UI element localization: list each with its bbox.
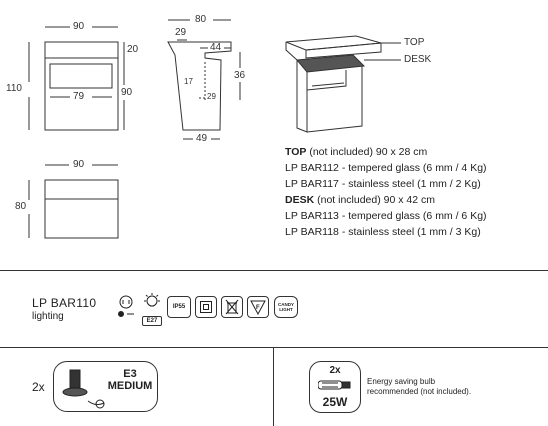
side-inner-depth-label: 29 bbox=[207, 92, 216, 101]
side-view-outline bbox=[168, 42, 231, 130]
bulb-type bbox=[106, 368, 154, 392]
desk-spec-note: (not included) 90 x 42 cm bbox=[317, 194, 436, 206]
side-shelf-label: 44 bbox=[210, 42, 222, 53]
product-code: LP BAR110 bbox=[32, 296, 97, 310]
svg-text:F: F bbox=[256, 305, 260, 311]
ip55-label: IP55 bbox=[172, 304, 186, 310]
weee-bin-icon bbox=[221, 296, 243, 318]
energy-note-line1: Energy saving bulb bbox=[367, 377, 436, 386]
top-spec-heading: TOP bbox=[285, 146, 307, 158]
top-spec-item: LP BAR112 - tempered glass (6 mm / 4 Kg) bbox=[285, 162, 487, 174]
top-spec-note: (not included) 90 x 28 cm bbox=[309, 146, 428, 158]
top-spec-item: LP BAR117 - stainless steel (1 mm / 2 Kg) bbox=[285, 178, 481, 190]
side-top-depth-label: 29 bbox=[175, 27, 187, 38]
plan-view-body bbox=[45, 180, 118, 238]
left-bulb-box bbox=[53, 361, 158, 412]
ip55-icon bbox=[167, 296, 191, 318]
left-bulb-qty: 2x bbox=[32, 380, 45, 394]
energy-note-line2: recommended (not included). bbox=[367, 387, 472, 396]
plan-depth-label: 80 bbox=[15, 201, 27, 212]
side-inner-small-label: 17 bbox=[184, 77, 193, 86]
energy-saving-bulb-icon bbox=[318, 378, 354, 392]
front-top-height-label: 20 bbox=[127, 44, 139, 55]
bulb-type-line2: MEDIUM bbox=[107, 380, 153, 392]
front-width-label: 90 bbox=[73, 21, 85, 32]
divider-top bbox=[0, 270, 548, 271]
e27-bulb-icon bbox=[142, 293, 162, 323]
front-inner-width-label: 79 bbox=[73, 91, 85, 102]
e27-label: E27 bbox=[142, 316, 162, 326]
e27-socket-icon bbox=[58, 366, 110, 412]
divider-vertical bbox=[273, 348, 274, 426]
divider-middle bbox=[0, 347, 548, 348]
plan-width-label: 90 bbox=[73, 159, 85, 170]
f-mark-icon bbox=[247, 296, 269, 318]
side-shelf-drop-label: 36 bbox=[234, 70, 246, 81]
double-insulation-icon bbox=[195, 296, 217, 318]
desk-spec-item: LP BAR113 - tempered glass (6 mm / 6 Kg) bbox=[285, 210, 487, 222]
desk-callout-label: DESK bbox=[404, 54, 432, 65]
front-view-window bbox=[50, 64, 112, 88]
candy-light-icon bbox=[274, 296, 298, 318]
outdoor-socket-icon bbox=[114, 294, 138, 320]
top-spec-line bbox=[285, 144, 487, 160]
right-bulb-qty: 2x bbox=[329, 365, 341, 376]
bulb-type-line1: E3 bbox=[123, 368, 137, 380]
specs-block bbox=[285, 144, 487, 240]
product-subtitle: lighting bbox=[32, 311, 64, 322]
side-base-label: 49 bbox=[196, 133, 208, 144]
energy-note bbox=[367, 377, 471, 397]
front-inner-height-label: 90 bbox=[121, 87, 133, 98]
desk-spec-heading: DESK bbox=[285, 194, 315, 206]
right-bulb-box bbox=[309, 361, 361, 413]
side-top-width-label: 80 bbox=[195, 14, 207, 25]
front-total-height-label: 110 bbox=[6, 83, 22, 94]
top-callout-label: TOP bbox=[404, 37, 425, 48]
desk-spec-line bbox=[285, 192, 487, 208]
desk-spec-item: LP BAR118 - stainless steel (1 mm / 3 Kg) bbox=[285, 226, 481, 238]
front-view-body bbox=[45, 42, 118, 130]
candy-light-label: CANDY LIGHT bbox=[277, 302, 294, 312]
right-bulb-watt: 25W bbox=[322, 395, 348, 409]
